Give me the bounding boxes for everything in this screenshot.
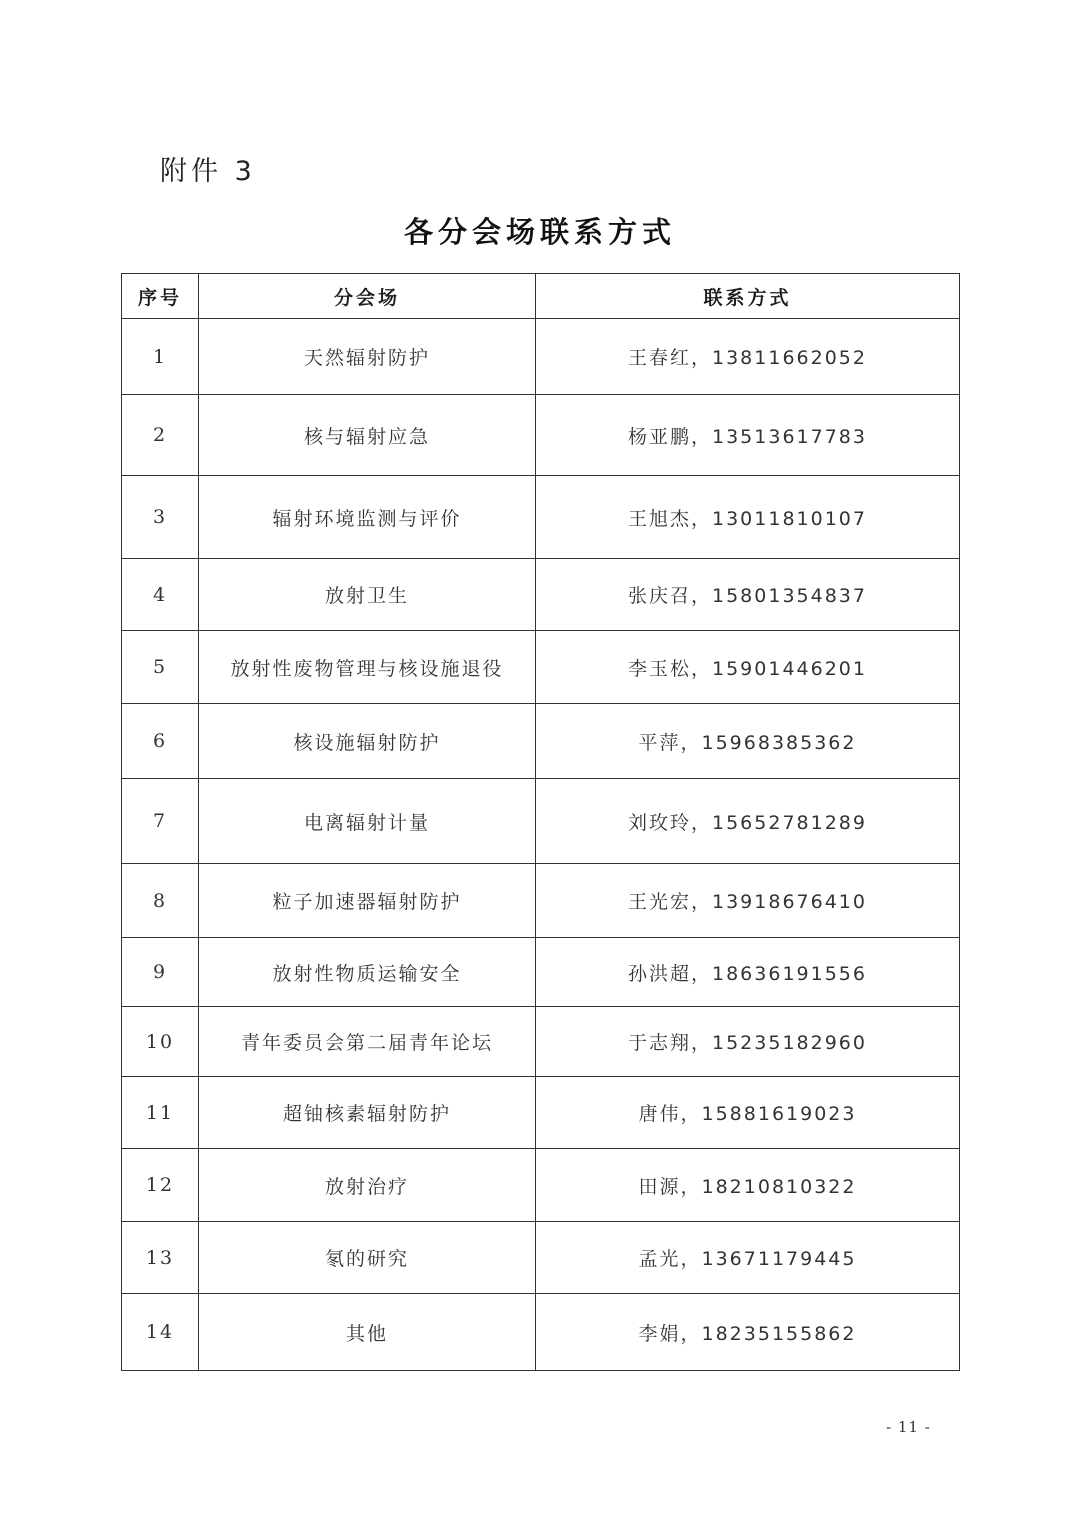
venue-name: 放射治疗: [199, 1149, 536, 1222]
table-row: [122, 319, 960, 395]
contact-info: 平萍，15968385362: [536, 704, 960, 779]
row-number: 9: [122, 938, 199, 1007]
table-row: [122, 559, 960, 631]
header-number: 序号: [122, 274, 199, 319]
contact-info: 唐伟，15881619023: [536, 1077, 960, 1149]
venue-name: 放射性废物管理与核设施退役: [199, 631, 536, 704]
venue-name: 粒子加速器辐射防护: [199, 864, 536, 938]
row-number: 4: [122, 559, 199, 631]
row-number: 6: [122, 704, 199, 779]
row-number: 7: [122, 779, 199, 864]
contact-info: 李玉松，15901446201: [536, 631, 960, 704]
contact-info: 王旭杰，13011810107: [536, 476, 960, 559]
row-number: 12: [122, 1149, 199, 1222]
venue-name: 核与辐射应急: [199, 395, 536, 476]
table-row: [122, 779, 960, 864]
contact-info: 王光宏，13918676410: [536, 864, 960, 938]
table-row: [122, 864, 960, 938]
venue-name: 超铀核素辐射防护: [199, 1077, 536, 1149]
contact-info: 李娟，18235155862: [536, 1294, 960, 1371]
venue-name: 天然辐射防护: [199, 319, 536, 395]
contact-info: 孙洪超，18636191556: [536, 938, 960, 1007]
contacts-table: [121, 273, 960, 1371]
venue-name: 电离辐射计量: [199, 779, 536, 864]
table-row: [122, 1294, 960, 1371]
contact-info: 田源，18210810322: [536, 1149, 960, 1222]
venue-name: 核设施辐射防护: [199, 704, 536, 779]
table-row: [122, 395, 960, 476]
table-row: [122, 1222, 960, 1294]
venue-name: 其他: [199, 1294, 536, 1371]
contact-info: 王春红，13811662052: [536, 319, 960, 395]
header-contact: 联系方式: [536, 274, 960, 319]
venue-name: 氡的研究: [199, 1222, 536, 1294]
contact-info: 张庆召，15801354837: [536, 559, 960, 631]
table-header-row: [122, 274, 960, 319]
table-row: [122, 1077, 960, 1149]
table-row: [122, 1149, 960, 1222]
table-row: [122, 1007, 960, 1077]
attachment-label: 附件 3: [160, 156, 256, 187]
header-venue: 分会场: [199, 274, 536, 319]
row-number: 2: [122, 395, 199, 476]
venue-name: 放射性物质运输安全: [199, 938, 536, 1007]
row-number: 8: [122, 864, 199, 938]
row-number: 11: [122, 1077, 199, 1149]
contact-info: 杨亚鹏，13513617783: [536, 395, 960, 476]
row-number: 3: [122, 476, 199, 559]
venue-name: 辐射环境监测与评价: [199, 476, 536, 559]
page-number: - 11 -: [886, 1418, 931, 1436]
row-number: 5: [122, 631, 199, 704]
table-row: [122, 631, 960, 704]
row-number: 1: [122, 319, 199, 395]
table-row: [122, 476, 960, 559]
contact-info: 孟光，13671179445: [536, 1222, 960, 1294]
venue-name: 青年委员会第二届青年论坛: [199, 1007, 536, 1077]
row-number: 13: [122, 1222, 199, 1294]
contact-info: 于志翔，15235182960: [536, 1007, 960, 1077]
contact-info: 刘玫玲，15652781289: [536, 779, 960, 864]
row-number: 10: [122, 1007, 199, 1077]
page-title: 各分会场联系方式: [403, 215, 676, 249]
venue-name: 放射卫生: [199, 559, 536, 631]
row-number: 14: [122, 1294, 199, 1371]
table-row: [122, 938, 960, 1007]
table-row: [122, 704, 960, 779]
